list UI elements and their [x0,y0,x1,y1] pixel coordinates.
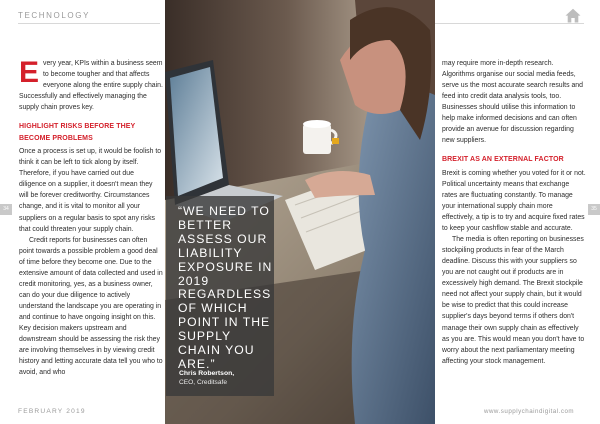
body-paragraph: may require more in-depth research. Algorithms organise our social media feeds, serve us the most accurate search results and feed into credit data analysis tools, too. Businesses should utilise this information to help make informed decisions and can often provide an avenue for discussion regarding new suppliers. [442,60,583,145]
page-number-left: 34 [0,204,12,215]
header-divider [18,23,160,24]
subheading-risks: HIGHLIGHT RISKS BEFORE THEY BECOME PROBLEMS [19,123,136,142]
intro-text: very year, KPIs within a business seem to become tougher and that affects everyone along the entire supply chain. Successfully and effectively managing the supply chain proves key. [19,60,163,112]
left-column [19,58,163,378]
page-number-right: 35 [588,204,600,215]
quote-author-name: Chris Robertson, [179,370,235,377]
body-paragraph: Credit reports for businesses can often point towards a possible problem a good deal of time before they become one. Due to the extensive amount of data collected and used in credit monitoring, yes, as a business owner, can do your due diligence to actively understand the landscape you are operating in and continue to have ongoing insight on this. Key decision makers upstream and downstream should be assessing the risk they are involving themselves in by viewing credit history and letting accurate data tell you who to avoid, and who [19,236,163,377]
right-column [442,58,586,367]
home-icon[interactable] [565,8,581,23]
pull-quote-text: “WE NEED TO BETTER ASSESS OUR LIABILITY EXPOSURE IN 2019 REGARDLESS OF WHICH POINT IN THE SUPPLY CHAIN YOU ARE.” [178,204,273,371]
body-paragraph: Once a process is set up, it would be foolish to think it can be left to tick along by itself. Therefore, if you have carried out due diligence on a supplier, it doesn't mean they will be forever creditworthy. Circumstances change, and it is vital to monitor all your suppliers on a regular basis to spot any risks that could threaten your supply chain. [19,148,162,233]
header-divider-right [434,23,584,24]
footer-date: FEBRUARY 2019 [18,408,86,415]
intro-paragraph [19,58,163,113]
quote-author-role: CEO, Creditsafe [179,379,228,386]
footer-website-link[interactable]: www.supplychaindigital.com [484,408,575,415]
section-label: TECHNOLOGY [18,11,91,20]
body-paragraph: Brexit is coming whether you voted for it or not. Political uncertainty means that exchange rates are fluctuating constantly. To manage your international supply chain more effectively, a tip is to try and acquire fixed rates to keep your cashflow stable and accurate. [442,169,586,233]
body-paragraph: The media is often reporting on businesses stockpiling products in fear of the March deadline. Discuss this with your suppliers so you are not caught out if products are in excessively high demand. The Brexit stockpile need not affect your supply chain, but it would be wise to predict that this could increase supplier's days beyond terms if others don't manage their own supply chain as effectively as you are. This would mean you don't have to worry about the next parliamentary meeting affecting your stock management. [442,236,585,365]
subheading-brexit: BREXIT AS AN EXTERNAL FACTOR [442,156,564,164]
drop-cap: E [19,56,40,89]
